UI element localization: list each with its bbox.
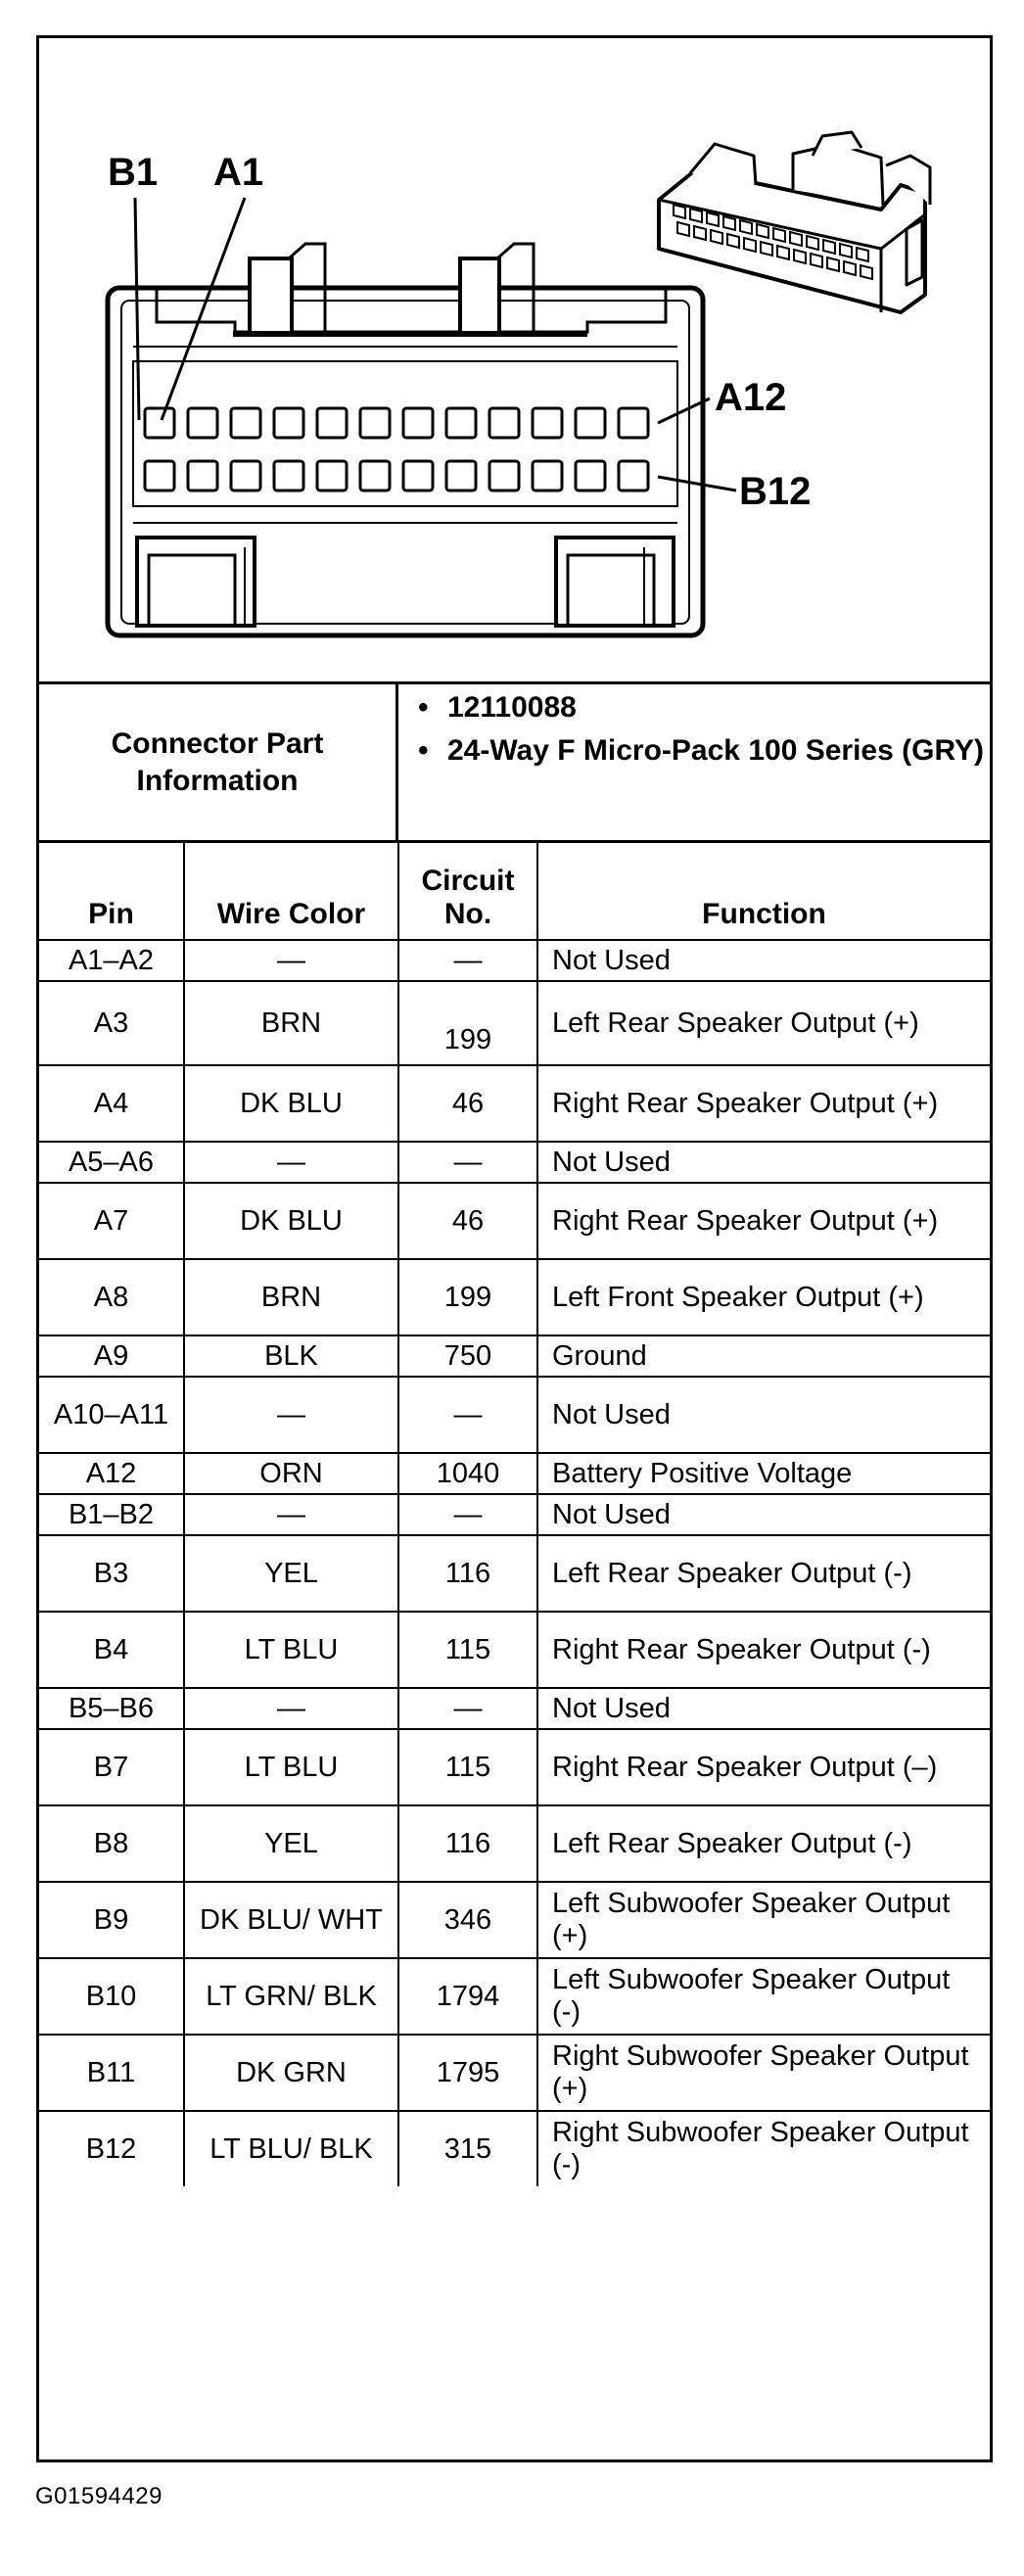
- cell-function: Left Rear Speaker Output (-): [537, 1535, 990, 1612]
- cell-circuit-no: 1795: [398, 2035, 537, 2111]
- pin-cavity-b1: [145, 461, 174, 491]
- header-function: Function: [537, 843, 990, 940]
- cell-pin: B9: [39, 1882, 184, 1958]
- pin-cavity-b3: [231, 461, 260, 491]
- pin-cavity-a7: [403, 408, 433, 438]
- cell-pin: B1–B2: [39, 1494, 184, 1535]
- latch-post-right: [460, 258, 499, 332]
- cell-function: Not Used: [537, 1688, 990, 1729]
- cell-pin: A9: [39, 1335, 184, 1377]
- label-b12: B12: [739, 470, 812, 513]
- cell-circuit-no: 750: [398, 1335, 537, 1377]
- table-row: [39, 1142, 990, 1183]
- iso-pin-cavity: [840, 244, 852, 258]
- table-row: [39, 1065, 990, 1142]
- cell-function: Right Rear Speaker Output (-): [537, 1612, 990, 1688]
- table-row: [39, 1335, 990, 1377]
- cell-pin: A12: [39, 1453, 184, 1494]
- cell-wire-color: ORN: [184, 1453, 398, 1494]
- pin-cavity-a8: [446, 408, 476, 438]
- table-row: [39, 1183, 990, 1259]
- header-wire-color: Wire Color: [184, 843, 398, 940]
- cell-function: Not Used: [537, 1377, 990, 1453]
- cell-wire-color: —: [184, 1494, 398, 1535]
- cell-function: Left Rear Speaker Output (+): [537, 981, 990, 1065]
- table-row: [39, 1612, 990, 1688]
- cell-circuit-no: —: [398, 1494, 537, 1535]
- cell-pin: A8: [39, 1259, 184, 1335]
- cell-wire-color: BRN: [184, 981, 398, 1065]
- pin-cavity-a12: [619, 408, 648, 438]
- cell-circuit-no: 1794: [398, 1958, 537, 2035]
- cell-pin: B4: [39, 1612, 184, 1688]
- cell-function: Left Front Speaker Output (+): [537, 1259, 990, 1335]
- pin-cavity-a6: [360, 408, 390, 438]
- cell-function: Right Subwoofer Speaker Output (+): [537, 2035, 990, 2111]
- cell-function: Not Used: [537, 1494, 990, 1535]
- cell-function: Left Rear Speaker Output (-): [537, 1805, 990, 1882]
- connector-part-info: [39, 684, 990, 843]
- header-circuit-no: Circuit No.: [398, 843, 537, 940]
- table-row: [39, 1494, 990, 1535]
- figure-id: G01594429: [35, 2483, 163, 2509]
- iso-pin-cavity: [757, 224, 768, 238]
- iso-pin-cavity: [811, 254, 822, 267]
- cell-circuit-no: 199: [398, 981, 537, 1065]
- table-row: [39, 1259, 990, 1335]
- iso-pin-cavity: [827, 258, 839, 271]
- cell-wire-color: LT BLU: [184, 1612, 398, 1688]
- iso-pin-cavity: [844, 261, 856, 275]
- pin-cavity-b9: [489, 461, 519, 491]
- iso-pin-cavity: [807, 236, 818, 250]
- table-header-row: [39, 843, 990, 940]
- cell-circuit-no: 46: [398, 1183, 537, 1259]
- cell-wire-color: DK GRN: [184, 2035, 398, 2111]
- cell-pin: A7: [39, 1183, 184, 1259]
- iso-pin-cavity: [857, 248, 868, 261]
- table-row: [39, 1729, 990, 1805]
- iso-pin-cavity: [723, 216, 735, 230]
- cell-circuit-no: —: [398, 1688, 537, 1729]
- pin-cavity-b11: [576, 461, 605, 491]
- cell-pin: A1–A2: [39, 940, 184, 981]
- table-row: [39, 1805, 990, 1882]
- lock-tab-right: [556, 538, 674, 626]
- iso-pin-cavity: [677, 222, 689, 236]
- lock-tab-left: [137, 538, 255, 626]
- pin-cavity-a11: [576, 408, 605, 438]
- connector-description: • 24-Way F Micro-Pack 100 Series (GRY): [418, 733, 990, 769]
- table-row: [39, 1882, 990, 1958]
- pin-cavity-a1: [145, 408, 174, 438]
- connector-drawing: [39, 38, 990, 681]
- pin-cavity-b6: [360, 461, 390, 491]
- connector-figure: [39, 38, 990, 684]
- iso-pin-cavity: [674, 205, 685, 218]
- table-row: [39, 940, 990, 981]
- pin-cavity-b10: [533, 461, 562, 491]
- cell-circuit-no: 115: [398, 1729, 537, 1805]
- cell-function: Right Rear Speaker Output (–): [537, 1729, 990, 1805]
- cell-function: Right Rear Speaker Output (+): [537, 1183, 990, 1259]
- iso-pin-cavity: [761, 242, 772, 256]
- table-row: [39, 1688, 990, 1729]
- cell-function: Left Subwoofer Speaker Output (-): [537, 1958, 990, 2035]
- iso-pin-cavity: [861, 265, 872, 279]
- iso-pin-cavity: [777, 246, 789, 259]
- cell-circuit-no: 116: [398, 1535, 537, 1612]
- iso-pin-cavity: [790, 232, 802, 246]
- cell-circuit-no: 116: [398, 1805, 537, 1882]
- table-row: [39, 1958, 990, 2035]
- cell-function: Not Used: [537, 940, 990, 981]
- cell-wire-color: LT BLU: [184, 1729, 398, 1805]
- pin-cavity-b2: [188, 461, 217, 491]
- cell-function: Right Rear Speaker Output (+): [537, 1065, 990, 1142]
- cell-wire-color: —: [184, 1142, 398, 1183]
- cell-pin: B8: [39, 1805, 184, 1882]
- pin-cavity-b7: [403, 461, 433, 491]
- cell-wire-color: DK BLU/ WHT: [184, 1882, 398, 1958]
- cell-wire-color: LT BLU/ BLK: [184, 2111, 398, 2186]
- iso-pin-cavity: [823, 240, 835, 254]
- label-b1: B1: [108, 151, 159, 194]
- cell-function: Left Subwoofer Speaker Output (+): [537, 1882, 990, 1958]
- pin-cavity-b8: [446, 461, 476, 491]
- cell-pin: A5–A6: [39, 1142, 184, 1183]
- iso-pin-cavity: [711, 230, 722, 244]
- table-row: [39, 981, 990, 1065]
- cell-wire-color: —: [184, 940, 398, 981]
- cell-circuit-no: 315: [398, 2111, 537, 2186]
- cell-pin: A4: [39, 1065, 184, 1142]
- pin-cavity-b12: [619, 461, 648, 491]
- cell-function: Right Subwoofer Speaker Output (-): [552, 2117, 969, 2180]
- cell-pin: B12: [39, 2111, 184, 2186]
- cell-wire-color: —: [184, 1688, 398, 1729]
- cell-wire-color: BLK: [184, 1335, 398, 1377]
- pin-cavity-a10: [533, 408, 562, 438]
- cell-wire-color: YEL: [184, 1805, 398, 1882]
- cell-function: Not Used: [537, 1142, 990, 1183]
- pin-cavity-a9: [489, 408, 519, 438]
- table-row: [39, 2111, 990, 2186]
- cell-circuit-no: —: [398, 1142, 537, 1183]
- cell-pin: B3: [39, 1535, 184, 1612]
- cell-circuit-no: 46: [398, 1065, 537, 1142]
- connector-part-info-label: Connector Part Information: [39, 684, 398, 840]
- label-a1: A1: [213, 151, 264, 194]
- cell-wire-color: LT GRN/ BLK: [184, 1958, 398, 2035]
- iso-pin-cavity: [690, 209, 702, 222]
- pin-cavity-a5: [317, 408, 347, 438]
- part-number: • 12110088: [418, 690, 990, 726]
- iso-pin-cavity: [794, 250, 806, 263]
- table-row: [39, 2035, 990, 2111]
- table-row: [39, 1535, 990, 1612]
- cell-wire-color: DK BLU: [184, 1183, 398, 1259]
- connector-part-info-list: [398, 684, 990, 840]
- cell-circuit-no: —: [398, 940, 537, 981]
- iso-pin-cavity: [740, 220, 752, 234]
- cell-pin: B10: [39, 1958, 184, 2035]
- pin-cavity-a4: [274, 408, 303, 438]
- pin-cavity-b5: [317, 461, 347, 491]
- pin-cavity-a3: [231, 408, 260, 438]
- pinout-table: [39, 843, 990, 2186]
- header-pin: Pin: [39, 843, 184, 940]
- cell-pin: A10–A11: [39, 1377, 184, 1453]
- cell-wire-color: DK BLU: [184, 1065, 398, 1142]
- pin-cavity-b4: [274, 461, 303, 491]
- cell-wire-color: —: [184, 1377, 398, 1453]
- cell-circuit-no: 115: [398, 1612, 537, 1688]
- cell-pin: B7: [39, 1729, 184, 1805]
- cell-circuit-no: 1040: [398, 1453, 537, 1494]
- cell-pin: A3: [39, 981, 184, 1065]
- iso-pin-cavity: [707, 212, 719, 226]
- iso-pin-cavity: [727, 234, 739, 248]
- cell-circuit-no: —: [398, 1377, 537, 1453]
- pin-cavity-a2: [188, 408, 217, 438]
- iso-pin-cavity: [773, 228, 785, 242]
- cell-function: Ground: [537, 1335, 990, 1377]
- iso-pin-cavity: [694, 226, 706, 240]
- table-row: [39, 1453, 990, 1494]
- cell-function: Battery Positive Voltage: [537, 1453, 990, 1494]
- cell-pin: B11: [39, 2035, 184, 2111]
- label-a12: A12: [715, 376, 787, 419]
- cell-pin: B5–B6: [39, 1688, 184, 1729]
- connector-sheet: [36, 35, 993, 2462]
- cell-circuit-no: 199: [398, 1259, 537, 1335]
- cell-wire-color: YEL: [184, 1535, 398, 1612]
- latch-post-left: [250, 258, 292, 332]
- cell-wire-color: BRN: [184, 1259, 398, 1335]
- cell-circuit-no: 346: [398, 1882, 537, 1958]
- iso-pin-cavity: [744, 238, 756, 252]
- table-row: [39, 1377, 990, 1453]
